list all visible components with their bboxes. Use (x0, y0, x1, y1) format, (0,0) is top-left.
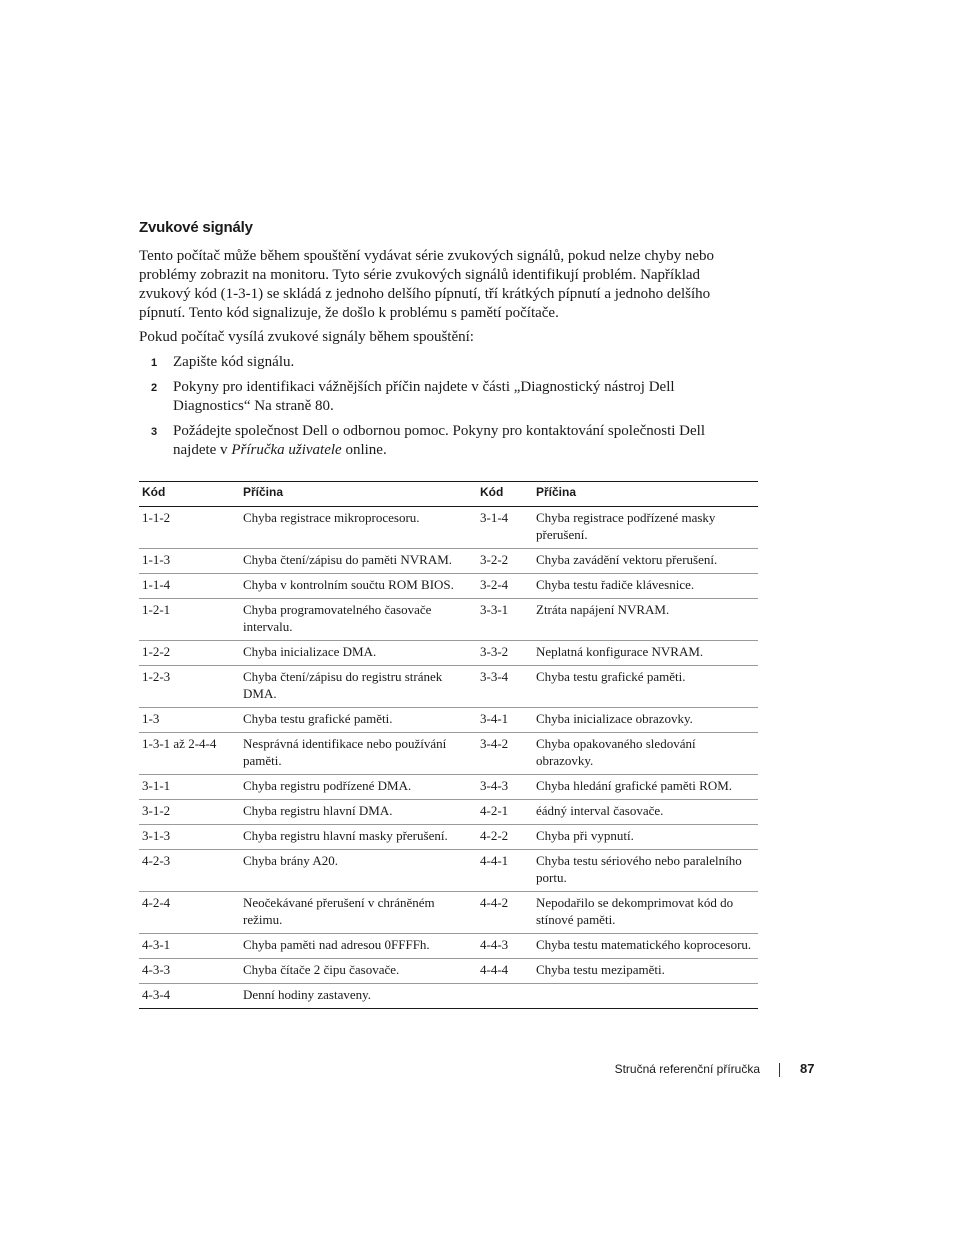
code-cell: 4-4-3 (477, 934, 533, 959)
code-cell: 3-4-3 (477, 775, 533, 800)
code-cell: 4-3-4 (139, 984, 240, 1009)
step-number: 2 (151, 382, 158, 394)
code-cell: 4-2-4 (139, 892, 240, 934)
code-cell: 1-1-3 (139, 549, 240, 574)
table-header-row (139, 482, 758, 507)
section-heading: Zvukové signály (139, 219, 253, 236)
code-cell: 3-3-2 (477, 641, 533, 666)
code-cell: 4-4-1 (477, 850, 533, 892)
table-body (139, 507, 758, 1009)
footer-title: Stručná referenční příručka (614, 1062, 760, 1076)
step-text: Zapište kód signálu. (173, 354, 295, 370)
code-cell: 1-1-4 (139, 574, 240, 599)
cause-cell: Chyba brány A20. (240, 850, 477, 892)
header-code-1: Kód (139, 482, 240, 507)
code-cell: 1-3-1 až 2-4-4 (139, 733, 240, 775)
step-text-before: Požádejte společnost Dell o odbornou pomoc. Pokyny pro kontaktování společnosti Dell najdete v (173, 423, 706, 458)
table-row (139, 708, 758, 733)
cause-cell: Chyba v kontrolním součtu ROM BIOS. (240, 574, 477, 599)
table-row (139, 666, 758, 708)
code-cell: 3-3-1 (477, 599, 533, 641)
code-cell: 1-3 (139, 708, 240, 733)
table-row (139, 892, 758, 934)
code-cell: 1-2-2 (139, 641, 240, 666)
header-code-2: Kód (477, 482, 533, 507)
cause-cell: Chyba programovatelného časovače intervalu. (240, 599, 477, 641)
code-cell: 4-2-3 (139, 850, 240, 892)
cause-cell: Nepodařilo se dekomprimovat kód do stínové paměti. (533, 892, 758, 934)
cause-cell: Chyba při vypnutí. (533, 825, 758, 850)
cause-cell: Chyba inicializace obrazovky. (533, 708, 758, 733)
code-cell: 4-4-4 (477, 959, 533, 984)
table-row (139, 850, 758, 892)
step-number: 3 (151, 426, 158, 438)
cause-cell: Chyba testu grafické paměti. (240, 708, 477, 733)
cause-cell: Chyba testu sériového nebo paralelního portu. (533, 850, 758, 892)
table-row (139, 959, 758, 984)
table-row (139, 825, 758, 850)
cause-cell: Chyba testu grafické paměti. (533, 666, 758, 708)
cause-cell: Ztráta napájení NVRAM. (533, 599, 758, 641)
cause-cell: Chyba opakovaného sledování obrazovky. (533, 733, 758, 775)
code-cell: 4-2-1 (477, 800, 533, 825)
code-cell: 3-1-4 (477, 507, 533, 549)
step-number: 1 (151, 357, 158, 369)
cause-cell: Chyba testu mezipaměti. (533, 959, 758, 984)
beep-codes-table (139, 481, 758, 1009)
table-row (139, 574, 758, 599)
code-cell: 1-2-3 (139, 666, 240, 708)
table-row (139, 549, 758, 574)
cause-cell: Chyba inicializace DMA. (240, 641, 477, 666)
cause-cell: Chyba registru podřízené DMA. (240, 775, 477, 800)
page-number: 87 (800, 1061, 815, 1076)
step-item (139, 422, 749, 460)
cause-cell: Chyba registru hlavní masky přerušení. (240, 825, 477, 850)
cause-cell: Chyba testu matematického koprocesoru. (533, 934, 758, 959)
cause-cell: Chyba čítače 2 čipu časovače. (240, 959, 477, 984)
intro-paragraph: Tento počítač může během spouštění vydávat série zvukových signálů, pokud nelze chyby nebo problémy zobrazit na monitoru. Tyto série zvukových signálů identifikují problém. Například zvukový kód (1-3-1) se skládá z jednoho delšího pípnutí, tří krátkých pípnutí a jednoho delšího pípnutí. Tento kód signalizuje, že došlo k problému s pamětí počítače. (139, 248, 715, 321)
cause-cell (533, 984, 758, 1009)
table-row (139, 599, 758, 641)
step-text: Pokyny pro identifikaci vážnějších příčin najdete v části „Diagnostický nástroj Dell Diagnostics“ Na straně 80. (173, 379, 675, 414)
code-cell: 4-4-2 (477, 892, 533, 934)
code-cell: 4-2-2 (477, 825, 533, 850)
code-cell: 3-4-2 (477, 733, 533, 775)
code-cell: 3-2-4 (477, 574, 533, 599)
table-row (139, 934, 758, 959)
code-cell: 4-3-3 (139, 959, 240, 984)
cause-cell: Chyba testu řadiče klávesnice. (533, 574, 758, 599)
table-row (139, 507, 758, 549)
code-cell: 3-1-1 (139, 775, 240, 800)
cause-cell: éádný interval časovače. (533, 800, 758, 825)
cause-cell: Chyba hledání grafické paměti ROM. (533, 775, 758, 800)
cause-cell: Chyba registrace mikroprocesoru. (240, 507, 477, 549)
code-cell: 3-4-1 (477, 708, 533, 733)
table-row (139, 641, 758, 666)
code-cell: 4-3-1 (139, 934, 240, 959)
code-cell: 1-2-1 (139, 599, 240, 641)
cause-cell: Chyba zavádění vektoru přerušení. (533, 549, 758, 574)
cause-cell: Chyba čtení/zápisu do paměti NVRAM. (240, 549, 477, 574)
code-cell: 3-2-2 (477, 549, 533, 574)
footer-separator (779, 1063, 780, 1077)
table-row (139, 733, 758, 775)
header-cause-1: Příčina (240, 482, 477, 507)
step-text-after: online. (341, 442, 387, 458)
cause-cell: Neplatná konfigurace NVRAM. (533, 641, 758, 666)
table-row (139, 800, 758, 825)
code-cell: 3-1-2 (139, 800, 240, 825)
code-cell: 1-1-2 (139, 507, 240, 549)
cause-cell: Neočekávané přerušení v chráněném režimu. (240, 892, 477, 934)
cause-cell: Nesprávná identifikace nebo používání paměti. (240, 733, 477, 775)
cause-cell: Chyba paměti nad adresou 0FFFFh. (240, 934, 477, 959)
cause-cell: Chyba registru hlavní DMA. (240, 800, 477, 825)
lead-paragraph: Pokud počítač vysílá zvukové signály během spouštění: (139, 329, 474, 345)
cause-cell: Chyba čtení/zápisu do registru stránek DMA. (240, 666, 477, 708)
table-row (139, 775, 758, 800)
header-cause-2: Příčina (533, 482, 758, 507)
code-cell: 3-3-4 (477, 666, 533, 708)
code-cell: 3-1-3 (139, 825, 240, 850)
code-cell (477, 984, 533, 1009)
table-row (139, 984, 758, 1009)
cause-cell: Denní hodiny zastaveny. (240, 984, 477, 1009)
cause-cell: Chyba registrace podřízené masky přerušení. (533, 507, 758, 549)
step-text-emphasis: Příručka uživatele (231, 442, 342, 458)
steps-list (139, 353, 749, 466)
step-item (139, 353, 749, 372)
step-item (139, 378, 749, 416)
